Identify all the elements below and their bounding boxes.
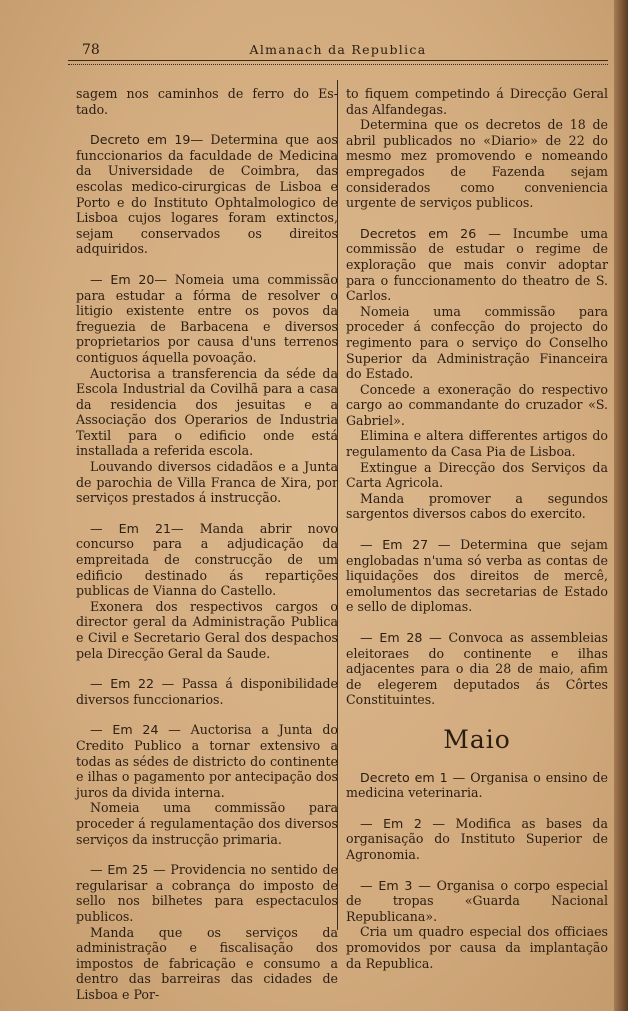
decree-text: — Organisa o ensino de medicina veterinaria.: [346, 769, 609, 801]
decree-text: Auctorisa a transferencia da séde da Escola Industrial da Covilhã para a casa da residencia dos jesuitas e a Associação dos Operarios de Industria Textil para o edificio onde está installada a referida escola.: [76, 365, 338, 459]
decree-entry: [346, 878, 608, 972]
decree-paragraph: [76, 272, 338, 366]
decree-lead: Decretos em 26: [360, 225, 477, 241]
decree-lead: — Em 28: [360, 630, 423, 645]
decree-entry: [76, 862, 338, 1002]
decree-text: Nomeia uma commissão para proceder á confecção do projecto do regimento para o serviço do Conselho Superior da Administração Financeira do Estado.: [346, 303, 608, 382]
running-title: Almanach da Republica: [249, 42, 427, 57]
decree-lead: — Em 2: [360, 815, 422, 831]
decree-paragraph: [76, 599, 338, 661]
right-column-top: [346, 86, 608, 708]
decree-paragraph: [76, 86, 338, 117]
decree-text: sagem nos caminhos de ferro do Es-tado.: [76, 86, 338, 117]
decree-text: Manda promover a segundos sargentos diversos cabos do exercito.: [346, 490, 608, 522]
decree-paragraph: [76, 800, 338, 847]
decree-entry: [346, 770, 608, 801]
right-column-bottom: [346, 770, 608, 972]
decree-entry: [346, 226, 608, 522]
decree-lead: — Em 20: [90, 271, 155, 287]
decree-entry: [346, 816, 608, 863]
decree-paragraph: [76, 862, 338, 924]
right-column: [346, 86, 608, 971]
decree-text: — Determina que sejam englobadas n'uma só verba as contas de liquidações dos direitos de mercê, emolumentos das secretarias de Estado e sello de diplomas.: [346, 537, 608, 615]
decree-paragraph: [346, 924, 608, 971]
decree-paragraph: [346, 428, 608, 459]
decree-text: — Modifica as bases da organisação do Instituto Superior de Agronomia.: [346, 815, 608, 862]
decree-text: — Auctorisa a Junta do Credito Publico a tornar extensivo a todas as sédes de districto do continente e ilhas o pagamento por antecipação dos juros da divida interna.: [76, 722, 338, 800]
decree-text: — Convoca as assembleias eleitoraes do continente e ilhas adjacentes para o dia 28 de maio, afim de elegerem deputados ás Côrtes Constituintes.: [346, 630, 608, 708]
page-number: 78: [82, 42, 100, 58]
decree-paragraph: [76, 132, 338, 257]
decree-paragraph: [346, 816, 608, 863]
decree-text: — Incumbe uma commissão de estudar o regime de exploração que mais convir adoptar para o funccionamento do theatro de S. Carlos.: [346, 225, 608, 304]
header-rule: [68, 60, 608, 65]
decree-paragraph: [346, 117, 608, 211]
decree-text: to fiquem competindo á Direcção Geral das Alfandegas.: [346, 86, 608, 117]
decree-lead: — Em 22: [90, 676, 155, 692]
decree-paragraph: [346, 537, 608, 615]
decree-text: — Providencia no sentido de regularisar a cobrança do imposto de sello nos bilhetes para espectaculos publicos.: [76, 862, 338, 924]
decree-text: — Organisa o corpo especial de tropas «Guarda Nacional Republicana».: [346, 877, 608, 924]
decree-paragraph: [76, 676, 338, 707]
decree-text: Elimina e altera differentes artigos do regulamento da Casa Pia de Lisboa.: [346, 428, 608, 460]
decree-text: — Nomeia uma commissão para estudar a fórma de resolver o litigio existente entre os povos da freguezia de Barbacena e diversos proprietarios por causa d'uns terrenos contiguos áquella povoação.: [76, 271, 338, 365]
decree-text: — Manda abrir novo concurso para a adjudicação da empreitada de construcção de um edificio destinado ás repartições publicas de Vianna do Castello.: [76, 520, 338, 599]
decree-paragraph: [346, 460, 608, 491]
decree-paragraph: [76, 722, 338, 800]
decree-paragraph: [346, 630, 608, 708]
page-header: [68, 40, 608, 62]
decree-paragraph: [346, 491, 608, 522]
decree-paragraph: [346, 86, 608, 117]
decree-lead: — Em 24: [90, 722, 159, 738]
decree-paragraph: [346, 770, 608, 801]
decree-text: — Passa á disponibilidade diversos funccionarios.: [76, 676, 338, 707]
left-column: [76, 86, 338, 1002]
decree-entry: [346, 537, 608, 615]
decree-lead: Decreto em 1: [360, 769, 448, 785]
decree-text: — Determina que aos funccionarios da faculdade de Medicina da Universidade de Coimbra, das escolas medico-cirurgicas de Lisboa e Porto e do Instituto Ophtalmologico de Lisboa cujos logares foram extinctos, sejam conservados os direitos adquiridos.: [76, 132, 338, 257]
book-spine-edge: [614, 0, 628, 1011]
decree-paragraph: [76, 366, 338, 460]
decree-text: Concede a exoneração do respectivo cargo ao commandante do cruzador «S. Gabriel».: [346, 381, 608, 428]
decree-paragraph: [346, 382, 608, 429]
decree-lead: — Em 25: [90, 862, 149, 878]
decree-entry: [346, 86, 608, 211]
decree-text: Determina que os decretos de 18 de abril publicados no «Diario» de 22 do mesmo mez promovendo e nomeando empregados de Fazenda sejam considerados como conveniencia urgente de serviços publicos.: [346, 117, 608, 211]
decree-text: Nomeia uma commissão para proceder á regulamentação dos diversos serviços da instrucção primaria.: [76, 800, 338, 847]
decree-lead: — Em 3: [360, 877, 413, 893]
decree-entry: [76, 722, 338, 847]
decree-lead: — Em 21: [90, 520, 172, 536]
decree-entry: [346, 630, 608, 708]
decree-text: Manda que os serviços da administração e fiscalisação dos impostos de fabricação e consumo a dentro das barreiras das cidades de Lisboa e Por-: [76, 924, 338, 1002]
decree-text: Louvando diversos cidadãos e a Junta de parochia de Villa Franca de Xira, por serviços prestados á instrucção.: [76, 459, 338, 506]
decree-text: Exonera dos respectivos cargos o director geral da Administração Publica e Civil e Secretario Geral dos despachos pela Direcção Geral da Saude.: [76, 598, 338, 661]
decree-paragraph: [346, 304, 608, 382]
decree-entry: [76, 521, 338, 661]
month-heading: Maio: [443, 724, 511, 754]
decree-paragraph: [76, 459, 338, 506]
decree-lead: — Em 27: [360, 537, 429, 553]
decree-text: Extingue a Direcção dos Serviços da Carta Agricola.: [346, 459, 608, 491]
decree-lead: Decreto em 19: [90, 132, 191, 148]
decree-paragraph: [76, 925, 338, 1003]
decree-paragraph: [346, 878, 608, 925]
decree-entry: [76, 132, 338, 257]
decree-entry: [76, 272, 338, 506]
decree-entry: [76, 86, 338, 117]
decree-text: Cria um quadro especial dos officiaes promovidos por causa da implantação da Republica.: [346, 924, 608, 971]
decree-entry: [76, 676, 338, 707]
decree-paragraph: [346, 226, 608, 304]
decree-paragraph: [76, 521, 338, 599]
